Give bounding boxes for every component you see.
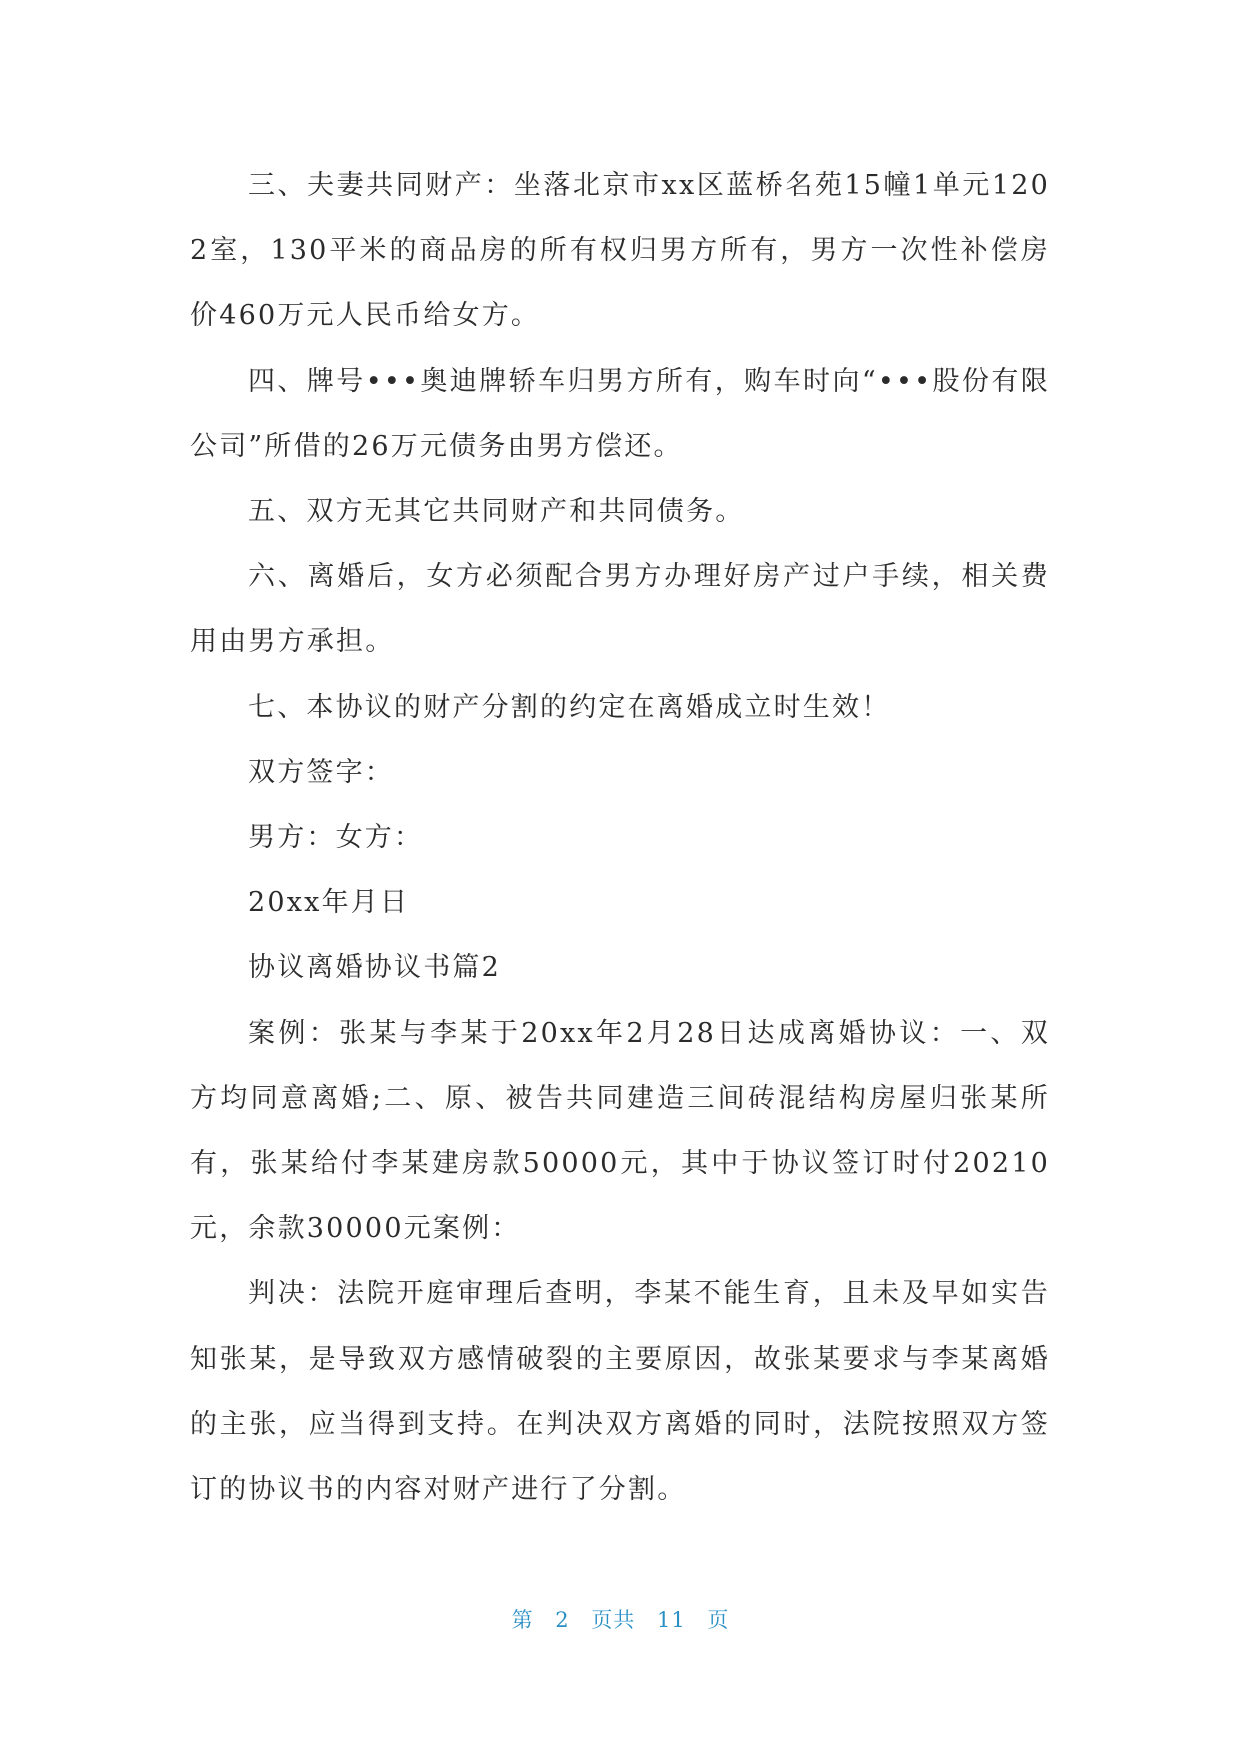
footer-suffix: 页 xyxy=(707,1608,730,1632)
section-title: 协议离婚协议书篇2 xyxy=(248,952,501,984)
paragraph-no-other-property: 五、双方无其它共同财产和共同债务。 xyxy=(248,496,745,528)
footer-prefix: 第 xyxy=(511,1608,534,1632)
page-footer xyxy=(0,1604,1241,1634)
signature-date: 20xx年月日 xyxy=(248,887,410,919)
paragraph-property-car: 四、牌号•••奥迪牌轿车归男方所有，购车时向“•••股份有限公司”所借的26万元债务由男方偿还。 xyxy=(190,365,1050,462)
footer-total-pages: 11 xyxy=(657,1608,686,1632)
paragraph-transfer-procedure: 六、离婚后，女方必须配合男方办理好房产过户手续，相关费用由男方承担。 xyxy=(190,561,1050,658)
signature-heading: 双方签字： xyxy=(248,756,394,788)
paragraph-property-house: 三、夫妻共同财产：坐落北京市xx区蓝桥名苑15幢1单元1202室，130平米的商品房的所有权归男方所有，男方一次性补偿房价460万元人民币给女方。 xyxy=(190,170,1050,332)
paragraph-case: 案例：张某与李某于20xx年2月28日达成离婚协议：一、双方均同意离婚;二、原、被告共同建造三间砖混结构房屋归张某所有，张某给付李某建房款50000元，其中于协议签订时付20210元，余款30000元案例： xyxy=(190,1017,1050,1245)
footer-middle: 页共 xyxy=(591,1608,636,1632)
paragraph-effective-clause: 七、本协议的财产分割的约定在离婚成立时生效！ xyxy=(248,691,891,723)
document-body xyxy=(190,153,1050,1522)
footer-current-page: 2 xyxy=(555,1608,570,1632)
signature-parties: 男方：女方： xyxy=(248,822,424,854)
paragraph-judgment: 判决：法院开庭审理后查明，李某不能生育，且未及早如实告知张某，是导致双方感情破裂的主要原因，故张某要求与李某离婚的主张，应当得到支持。在判决双方离婚的同时，法院按照双方签订的协议书的内容对财产进行了分割。 xyxy=(190,1278,1050,1506)
